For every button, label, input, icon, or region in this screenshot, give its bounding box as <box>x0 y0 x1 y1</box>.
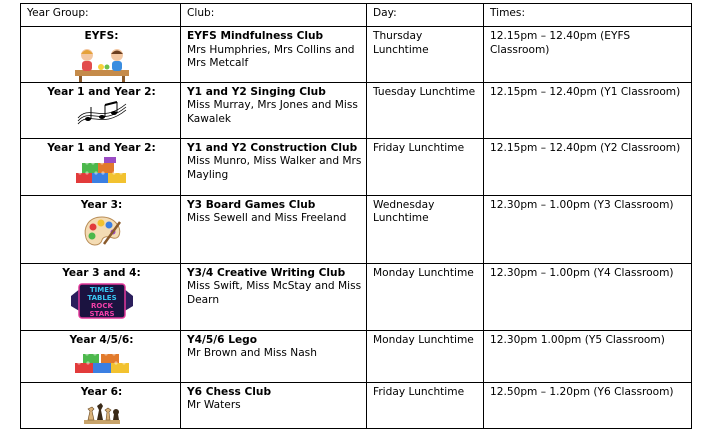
club-name: EYFS Mindfulness Club <box>187 30 324 42</box>
year-group-cell <box>21 263 181 330</box>
club-staff: Miss Munro, Miss Walker and Mrs Mayling <box>187 155 362 181</box>
club-staff: Mr Brown and Miss Nash <box>187 347 317 360</box>
club-cell <box>181 27 367 83</box>
club-name: Y1 and Y2 Construction Club <box>187 141 358 154</box>
club-staff: Miss Swift, Miss McStay and Miss Dearn <box>187 280 362 306</box>
header-times: Times: <box>484 4 692 27</box>
club-staff: Mr Waters <box>187 399 241 412</box>
day-cell: Monday Lunchtime <box>367 263 484 330</box>
year-group-cell <box>21 82 181 138</box>
time-cell: 12.30pm – 1.00pm (Y3 Classroom) <box>484 195 692 263</box>
times-tables-rock-stars-logo <box>69 282 135 320</box>
club-staff: Miss Sewell and Miss Freeland <box>187 212 347 225</box>
club-name: Y6 Chess Club <box>187 385 272 398</box>
club-name: Y4/5/6 Lego <box>187 333 258 346</box>
logo-text-1: TIMES <box>89 286 114 295</box>
logo-text-2: TABLES <box>86 294 117 303</box>
table-row <box>21 330 692 382</box>
time-cell: 12.30pm – 1.00pm (Y4 Classroom) <box>484 263 692 330</box>
table-row <box>21 82 692 138</box>
table-row <box>21 263 692 330</box>
year-group-label: Year 4/5/6: <box>69 333 134 346</box>
club-cell <box>181 330 367 382</box>
club-cell <box>181 382 367 428</box>
logo-text-4: STARS <box>88 310 115 319</box>
year-group-label: Year 3 and 4: <box>62 266 141 279</box>
club-cell <box>181 195 367 263</box>
table-row <box>21 138 692 195</box>
year-group-label: Year 1 and Year 2: <box>47 85 156 98</box>
building-bricks-icon <box>74 157 130 187</box>
year-group-label: Year 6: <box>80 385 123 398</box>
year-group-cell <box>21 195 181 263</box>
year-group-label: EYFS: <box>84 30 119 42</box>
club-staff: Miss Murray, Mrs Jones and Miss Kawalek <box>187 99 358 125</box>
logo-text-3: ROCK <box>90 302 113 311</box>
time-cell: 12.15pm – 12.40pm (Y2 Classroom) <box>484 138 692 195</box>
club-cell <box>181 82 367 138</box>
year-group-cell <box>21 138 181 195</box>
table-row <box>21 27 692 83</box>
year-group-cell <box>21 27 181 83</box>
club-staff: Mrs Humphries, Mrs Collins and Mrs Metcalf <box>187 43 355 70</box>
day-cell: Monday Lunchtime <box>367 330 484 382</box>
children-crafting-icon <box>71 46 133 82</box>
year-group-label: Year 3: <box>80 198 123 211</box>
day-cell: Tuesday Lunchtime <box>367 82 484 138</box>
time-cell: 12.15pm – 12.40pm (Y1 Classroom) <box>484 82 692 138</box>
header-day: Day: <box>367 4 484 27</box>
lego-bricks-icon <box>73 349 131 375</box>
club-name: Y3/4 Creative Writing Club <box>187 266 346 279</box>
year-group-cell <box>21 382 181 428</box>
club-name: Y3 Board Games Club <box>187 198 316 211</box>
club-cell <box>181 263 367 330</box>
year-group-label: Year 1 and Year 2: <box>47 141 156 154</box>
day-cell: Friday Lunchtime <box>367 138 484 195</box>
table-row <box>21 382 692 428</box>
day-cell: Thursday Lunchtime <box>367 27 484 83</box>
time-cell: 12.15pm – 12.40pm (EYFS Classroom) <box>484 27 692 83</box>
clubs-table <box>20 3 692 429</box>
music-notes-icon <box>76 101 128 129</box>
year-group-cell <box>21 330 181 382</box>
time-cell: 12.50pm – 1.20pm (Y6 Classroom) <box>484 382 692 428</box>
club-name: Y1 and Y2 Singing Club <box>187 85 326 98</box>
table-row <box>21 195 692 263</box>
club-cell <box>181 138 367 195</box>
day-cell: Wednesday Lunchtime <box>367 195 484 263</box>
header-year-group: Year Group: <box>21 4 181 27</box>
header-club: Club: <box>181 4 367 27</box>
day-cell: Friday Lunchtime <box>367 382 484 428</box>
time-cell: 12.30pm 1.00pm (Y5 Classroom) <box>484 330 692 382</box>
table-header-row <box>21 4 692 27</box>
paint-palette-icon <box>82 214 122 250</box>
chess-pieces-icon <box>82 401 122 425</box>
